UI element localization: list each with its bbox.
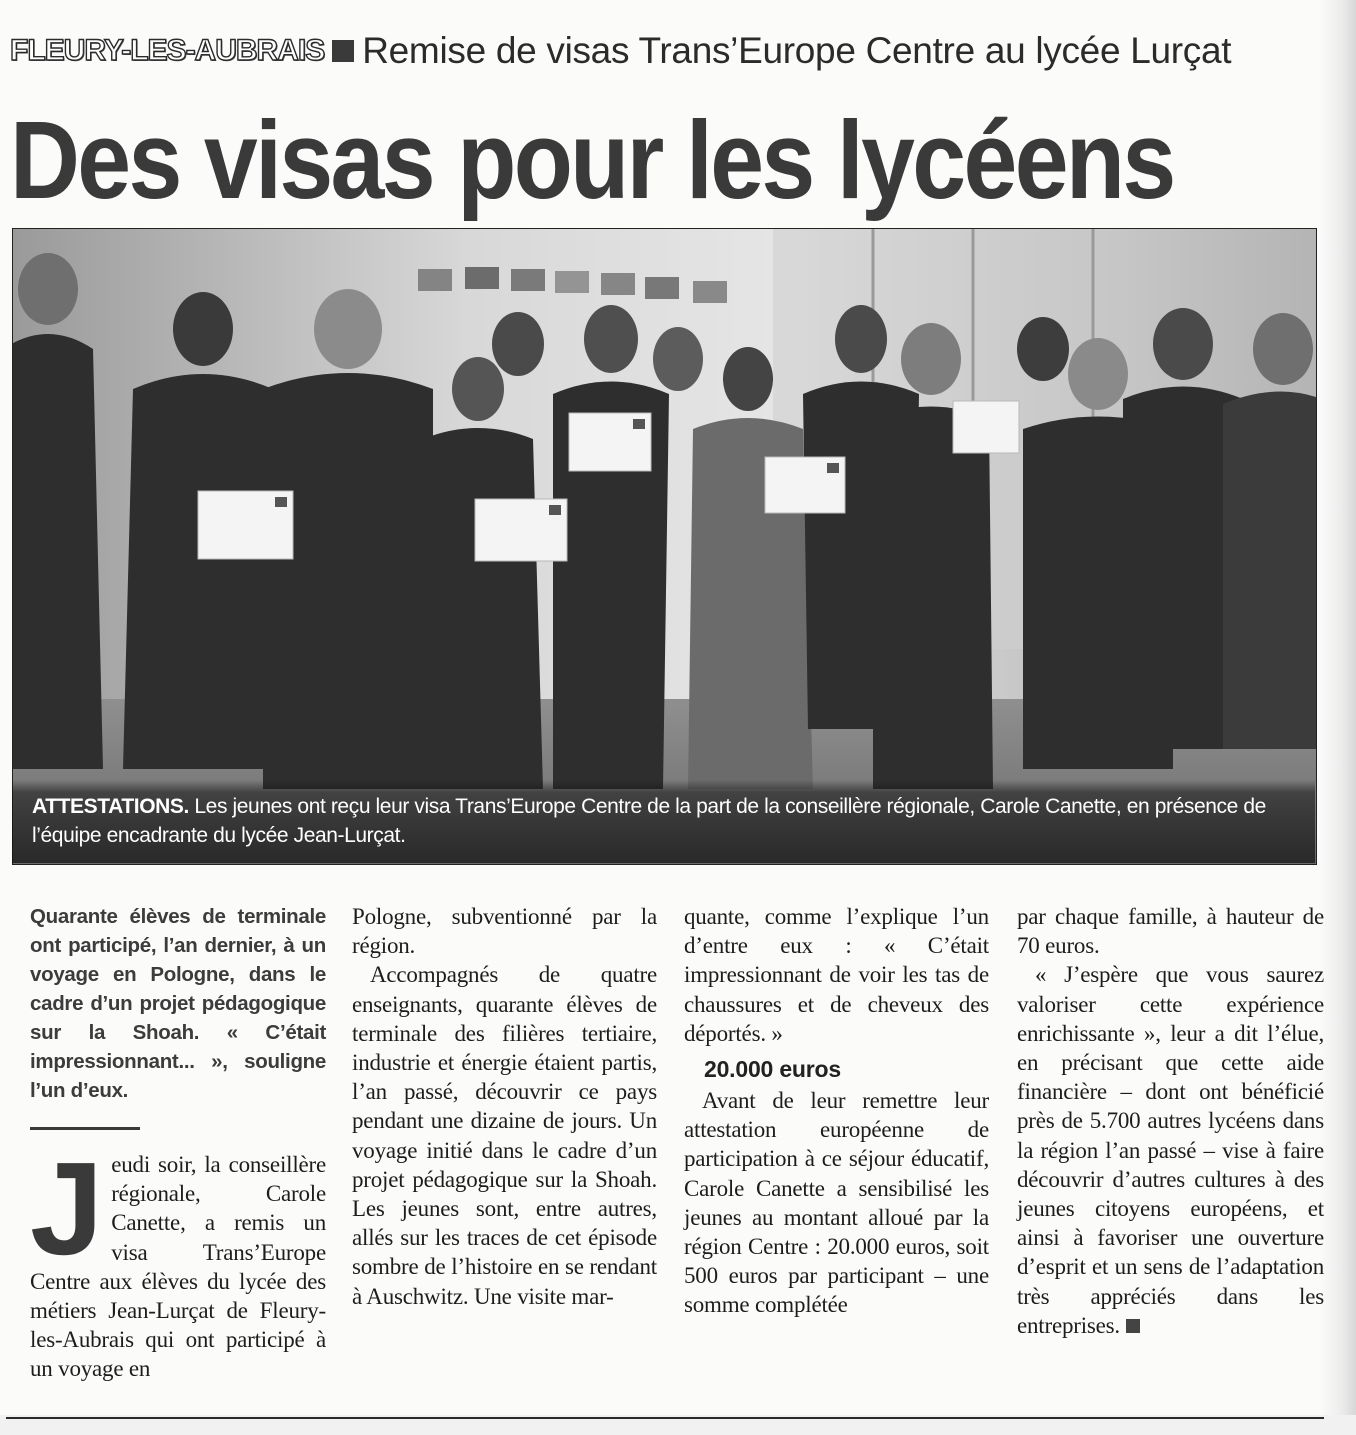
article-lead-paragraph: [30, 1135, 326, 1384]
col2-paragraph-2: Accompagnés de quatre enseignants, quarante élèves de terminale des filières tertiaire, industrie et énergie étaient partis, l’an passé, découvrir ce pays pendant une dizaine de jours. Un voyage initié dans le cadre d’un projet pédagogique sur la Shoah. Les jeunes sont, entre autres, allés sur les traces de cet épisode sombre de l’histoire en se rendant à Auschwitz. Une visite mar-: [352, 962, 657, 1309]
end-of-article-mark: [1126, 1319, 1140, 1333]
col4-paragraph-2: [1017, 960, 1324, 1340]
lead-text: eudi soir, la conseillère régionale, Carole Canette, a remis un visa Trans’Europe Centre aux élèves du lycée des métiers Jean-Lurçat de Fleury-les-Aubrais qui ont participé à un voyage en: [30, 1152, 326, 1382]
photo-caption: [12, 780, 1315, 863]
kicker-line: [10, 30, 1320, 82]
headline: Des visas pour les lycéens: [10, 99, 1174, 222]
bottom-rule: [6, 1417, 1324, 1419]
paper-edge-shadow: [1320, 0, 1356, 1435]
group-photo: [12, 228, 1317, 865]
kicker-deck: Remise de visas Trans’Europe Centre au lycée Lurçat: [362, 30, 1232, 71]
col2-paragraph-1: Pologne, subventionné par la région.: [352, 904, 657, 959]
col4-paragraph-2-text: « J’espère que vous saurez valoriser cette expérience enrichissante », leur a dit l’élue, en précisant que cette aide financière – dont ont bénéficié près de 5.700 autres lycéens dans la région l’an passé – vise à faire découvrir d’autres cultures à des jeunes citoyens européens, et ainsi à favoriser une ouverture d’esprit et un sens de l’adaptation très appréciés dans les entreprises.: [1017, 962, 1324, 1338]
col4-paragraph-1: par chaque famille, à hauteur de 70 euros.: [1017, 904, 1324, 959]
article-subhead: 20.000 euros: [704, 1056, 841, 1083]
article-column-1: [30, 902, 326, 1384]
caption-label: ATTESTATIONS.: [32, 795, 189, 818]
kicker-place: FLEURY-LES-AUBRAIS: [10, 34, 325, 67]
col3-paragraph-1: quante, comme l’explique l’un d’entre eux : « C’était impressionnant de voir les tas de chaussures et de cheveux des déportés. »: [684, 904, 989, 1046]
article-chapo: Quarante élèves de terminale ont participé, l’an dernier, à un voyage en Pologne, dans le cadre d’un projet pédagogique sur la Shoah. « C’était impressionnant... », souligne l’un d’eux.: [30, 905, 326, 1102]
caption-text: Les jeunes ont reçu leur visa Trans’Europe Centre de la part de la conseillère régionale, Carole Canette, en présence de l’équipe encadrante du lycée Jean-Lurçat.: [32, 795, 1266, 847]
chapo-separator-rule: [30, 1127, 140, 1130]
article-column-4: [1017, 902, 1324, 1340]
article-column-2: [352, 902, 657, 1311]
group-photo-image: [13, 229, 1316, 864]
kicker-square-separator: [332, 40, 354, 62]
drop-cap: J: [30, 1135, 104, 1282]
col3-paragraph-2: Avant de leur remettre leur attestation européenne de participation à ce séjour éducatif, Carole Canette a sensibilisé les jeunes au montant alloué par la région Centre : 20.000 euros, soit 500 euros par participant – une somme complétée: [684, 1088, 989, 1318]
article-column-3: [684, 902, 989, 1320]
